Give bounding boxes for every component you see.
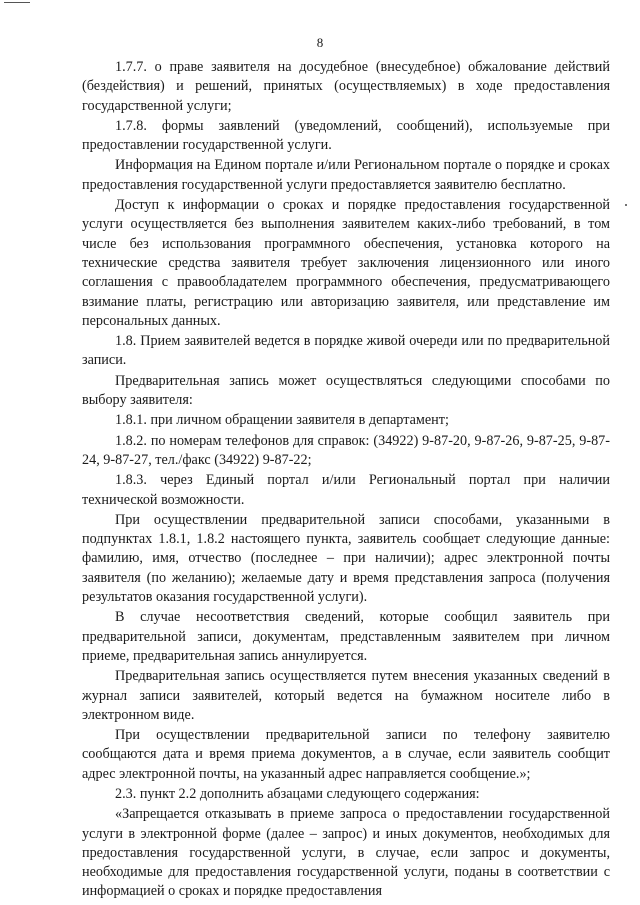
paragraph: Доступ к информации о сроках и порядке предоставления государственной услуги осуществляется без выполнения заявителем каких-либо требований, в том числе без использования программного обеспечения, установка которого на технические средства заявителя требует заключения лицензионного или иного соглашения с правообладателем программного обеспечения, предусматривающего взимание платы, регистрацию или авторизацию заявителя, или представление им персональных данных. <box>82 197 610 329</box>
document-body <box>82 58 610 903</box>
paragraph: Предварительная запись может осуществляться следующими способами по выбору заявителя: <box>82 372 610 409</box>
scan-speck <box>625 204 627 206</box>
paragraph: 2.3. пункт 2.2 дополнить абзацами следующего содержания: <box>115 785 480 802</box>
paragraph: При осуществлении предварительной записи по телефону заявителю сообщаются дата и время приема документов, а в случае, если заявитель сообщит адрес электронной почты, на указанный адрес направляется сообщение.»; <box>82 727 610 782</box>
paragraph: 1.7.7. о праве заявителя на досудебное (внесудебное) обжалование действий (бездействия) и решений, принятых (осуществляемых) в ходе предоставления государственной услуги; <box>82 59 610 114</box>
scan-corner-mark <box>4 2 30 3</box>
paragraph: При осуществлении предварительной записи способами, указанными в подпунктах 1.8.1, 1.8.2 настоящего пункта, заявитель сообщает следующие данные: фамилию, имя, отчество (последнее – при наличии); адрес электронной почты заявителя (по желанию); желаемые дату и время представления запроса (получения результатов оказания государственной услуги). <box>82 511 610 606</box>
paragraph: Предварительная запись осуществляется путем внесения указанных сведений в журнал записи заявителей, который ведется на бумажном носителе либо в электронном виде. <box>82 668 610 723</box>
paragraph: 1.8. Прием заявителей ведется в порядке живой очереди или по предварительной записи. <box>82 333 610 369</box>
paragraph: 1.7.8. формы заявлений (уведомлений, сообщений), используемые при предоставлении государственной услуги. <box>82 117 610 154</box>
paragraph: 1.8.3. через Единый портал и/или Региональный портал при наличии технической возможности. <box>82 472 610 508</box>
paragraph: 1.8.2. по номерам телефонов для справок: (34922) 9-87-20, 9-87-26, 9-87-25, 9-87-24, 9-87-27, тел./факс (34922) 9-87-22; <box>82 432 610 468</box>
paragraph: В случае несоответствия сведений, которые сообщил заявитель при предварительной записи, документам, представленным заявителем при личном приеме, предварительная запись аннулируется. <box>82 609 610 664</box>
page-number: 8 <box>316 35 324 50</box>
paragraph: 1.8.1. при личном обращении заявителя в департамент; <box>115 412 449 429</box>
paragraph: «Запрещается отказывать в приеме запроса о предоставлении государственной услуги в электронной форме (далее – запрос) и иных документов, необходимых для предоставления государственной услуги, в случае, если запрос и документы, необходимые для предоставления государственной услуги, поданы в соответствии с информацией о сроках и порядке предоставления <box>82 806 610 900</box>
paragraph: Информация на Едином портале и/или Региональном портале о порядке и сроках предоставления государственной услуги предоставляется заявителю бесплатно. <box>82 157 610 193</box>
